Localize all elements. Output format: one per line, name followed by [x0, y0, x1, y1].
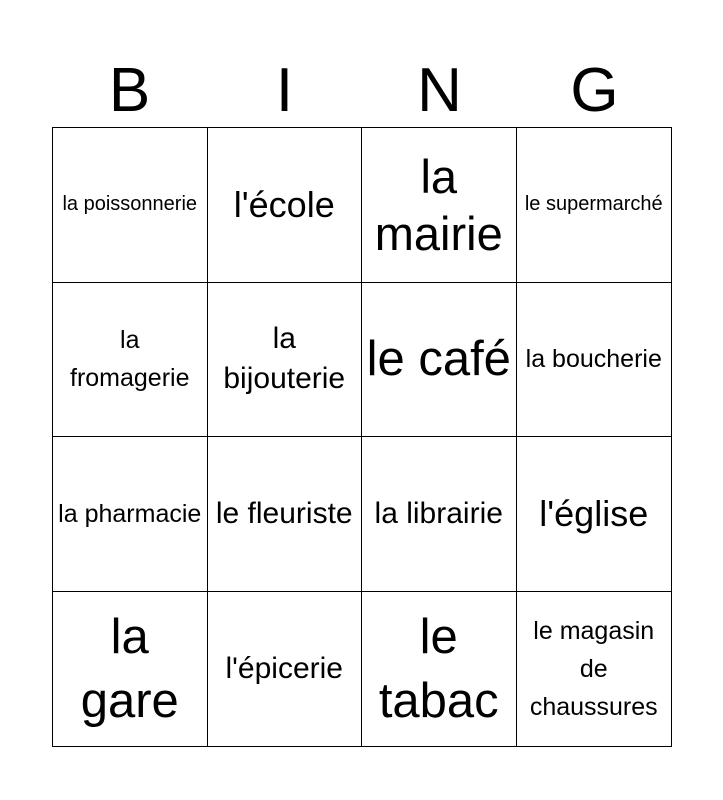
cell-text: la boucherie — [525, 345, 662, 374]
bingo-cell[interactable] — [208, 437, 363, 592]
cell-text: le fleuriste — [215, 496, 353, 530]
cell-text: la bijouterie — [223, 322, 346, 396]
bingo-cell[interactable] — [517, 283, 672, 438]
cell-text: le tabac — [378, 609, 499, 728]
bingo-cell[interactable] — [53, 283, 208, 438]
cell-text: le café — [366, 332, 511, 387]
bingo-cell[interactable] — [517, 437, 672, 592]
bingo-cell[interactable] — [362, 592, 517, 747]
cell-text: la librairie — [374, 496, 503, 530]
cell-text: l'école — [233, 183, 335, 225]
bingo-cell[interactable] — [362, 128, 517, 283]
bingo-cell[interactable] — [53, 128, 208, 283]
bingo-cell[interactable] — [362, 283, 517, 438]
cell-text: la pharmacie — [58, 499, 202, 528]
cell-text: la poissonnerie — [62, 193, 198, 216]
cell-text: la fromagerie — [70, 326, 190, 393]
header-letter-n: N — [417, 56, 462, 125]
cell-text: l'église — [539, 492, 649, 534]
cell-text: l'épicerie — [225, 651, 343, 685]
bingo-cell[interactable] — [208, 128, 363, 283]
bingo-cell[interactable] — [53, 592, 208, 747]
bingo-card-grid — [52, 127, 672, 747]
bingo-cell[interactable] — [208, 592, 363, 747]
bingo-cell[interactable] — [53, 437, 208, 592]
cell-text: le magasin de chaussures — [529, 616, 658, 721]
header-letter-b: B — [108, 56, 151, 125]
bingo-cell[interactable] — [208, 283, 363, 438]
bingo-cell[interactable] — [517, 128, 672, 283]
cell-text: le supermarché — [524, 193, 663, 216]
cell-text: la gare — [80, 609, 179, 728]
bingo-cell[interactable] — [517, 592, 672, 747]
bingo-cell[interactable] — [362, 437, 517, 592]
header-letter-i: I — [275, 56, 294, 125]
cell-text: la mairie — [374, 149, 503, 260]
header-letter-g: G — [570, 56, 619, 125]
bingo-header — [52, 56, 672, 126]
